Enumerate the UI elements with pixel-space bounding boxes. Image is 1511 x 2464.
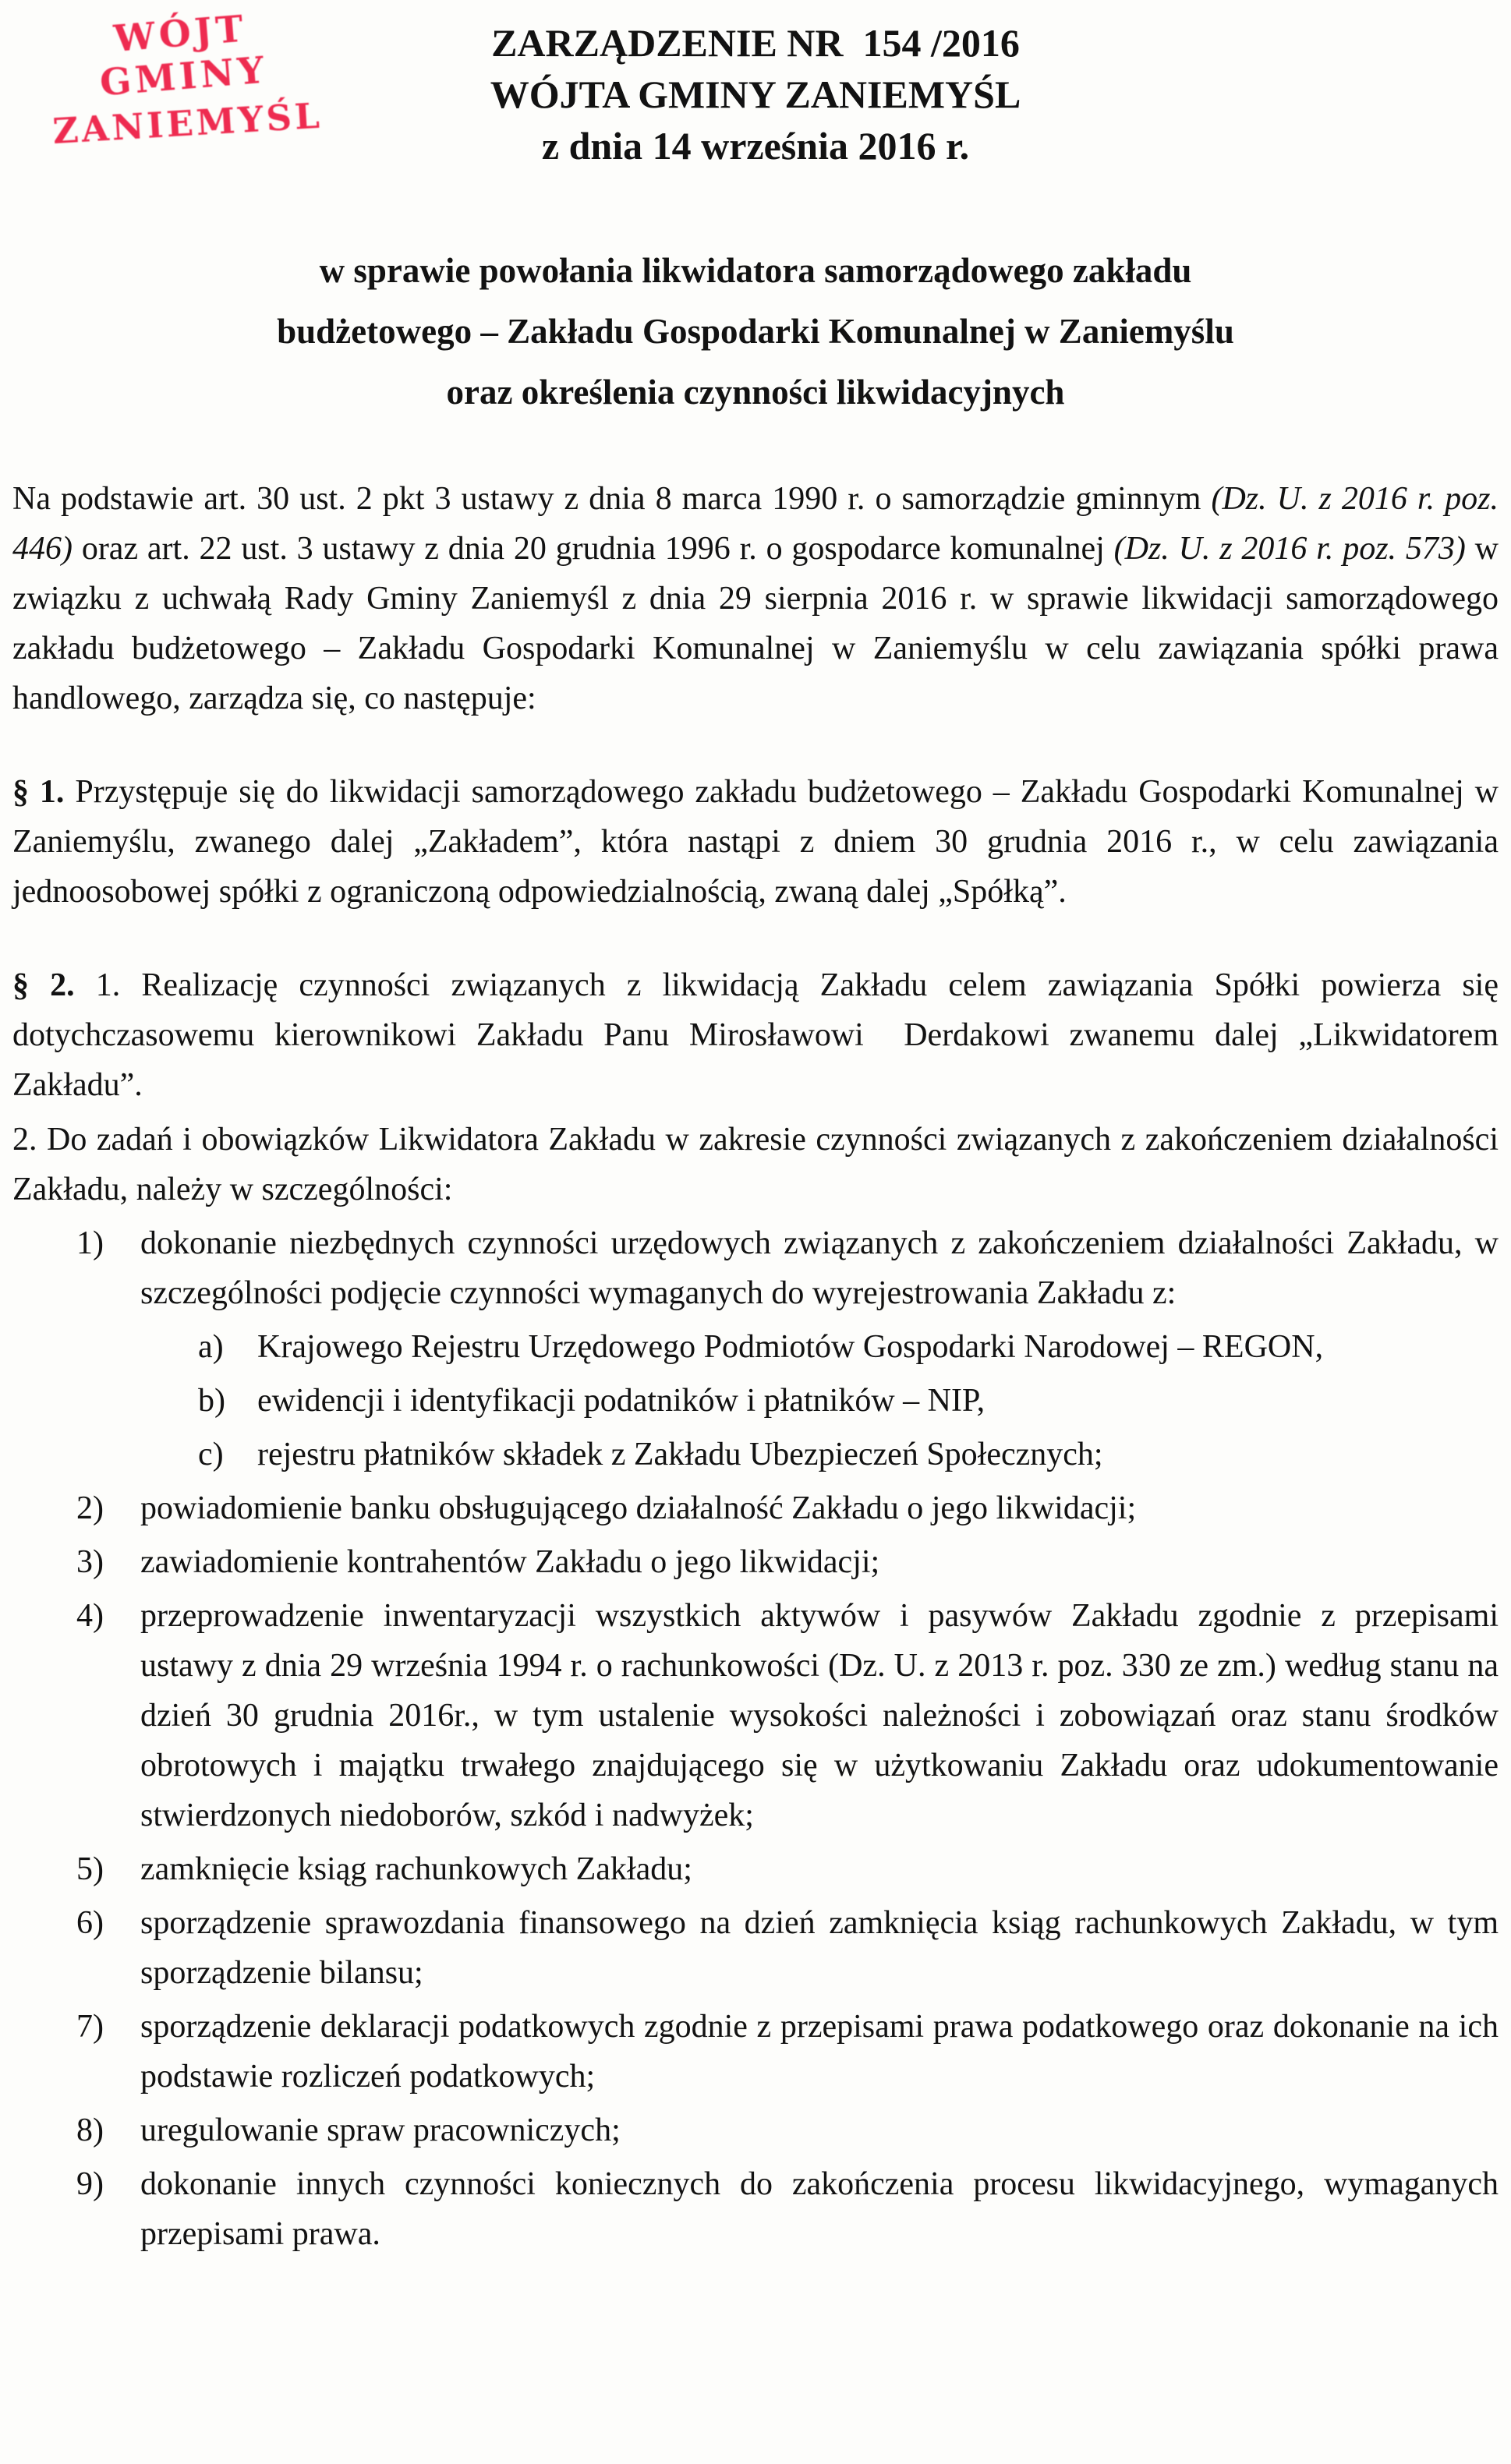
task-item-text: zawiadomienie kontrahentów Zakładu o jego likwidacji; (140, 1544, 880, 1580)
task-subitem (12, 1322, 1499, 1372)
task-item-text: zamknięcie ksiąg rachunkowych Zakładu; (140, 1851, 692, 1887)
section-1-text: Przystępuje się do likwidacji samorządowego zakładu budżetowego – Zakładu Gospodarki Komunalnej w Zaniemyślu, zwanego dalej „Zakładem”, która nastąpi z dniem 30 grudnia 2016 r., w celu zawiązania jednoosobowej spółki z ograniczoną odpowiedzialnością, zwaną dalej „Spółką”. (12, 774, 1499, 910)
legal-basis-text-2: oraz art. 22 ust. 3 ustawy z dnia 20 grudnia 1996 r. o gospodarce komunalnej (73, 531, 1114, 567)
task-item-number: 1) (76, 1225, 104, 1261)
task-item-text: sporządzenie deklaracji podatkowych zgodnie z przepisami prawa podatkowego oraz dokonanie na ich podstawie rozliczeń podatkowych; (140, 2009, 1499, 2095)
task-item-number: 8) (76, 2112, 104, 2148)
task-item (12, 1591, 1499, 1840)
subject-line-1: w sprawie powołania likwidatora samorządowego zakładu (319, 251, 1192, 290)
task-item (12, 1483, 1499, 1533)
task-item (12, 1898, 1499, 1998)
task-item-number: 9) (76, 2166, 104, 2202)
title-date: z dnia 14 września 2016 r. (541, 124, 970, 168)
task-item-number: 5) (76, 1851, 104, 1887)
task-item-text: uregulowanie spraw pracowniczych; (140, 2112, 621, 2148)
task-item-number: 2) (76, 1490, 104, 1526)
task-item (12, 1537, 1499, 1587)
section-2-paragraph-1 (12, 960, 1499, 1110)
legal-basis-text-3: w związku z uchwałą Rady Gminy Zaniemyśl z dnia 29 sierpnia 2016 r. w sprawie likwidacji samorządowego zakładu budżetowego – Zakładu Gospodarki Komunalnej w Zaniemyślu w celu zawiązania spółki prawa handlowego, zarządza się, co następuje: (12, 531, 1499, 716)
document-body (0, 474, 1511, 2259)
task-subitem-text: Krajowego Rejestru Urzędowego Podmiotów Gospodarki Narodowej – REGON, (257, 1329, 1324, 1365)
task-item-text: dokonanie innych czynności koniecznych do zakończenia procesu likwidacyjnego, wymaganych przepisami prawa. (140, 2166, 1499, 2252)
journal-reference-2: (Dz. U. z 2016 r. poz. 573) (1113, 531, 1466, 567)
task-subitem-text: rejestru płatników składek z Zakładu Ubezpieczeń Społecznych; (257, 1437, 1103, 1472)
task-item-text: dokonanie niezbędnych czynności urzędowych związanych z zakończeniem działalności Zakładu, w szczególności podjęcie czynności wymaganych do wyrejestrowania Zakładu z: (140, 1225, 1499, 1311)
section-2-marker: § 2. (12, 967, 75, 1003)
section-1-marker: § 1. (12, 774, 65, 810)
task-item-number: 7) (76, 2009, 104, 2045)
document-subject (0, 240, 1511, 422)
task-item (12, 2002, 1499, 2102)
task-subitem-letter: b) (198, 1383, 225, 1419)
task-subitem-letter: c) (198, 1437, 224, 1472)
journal-reference-1: (Dz. U. z 2016 r. poz. 446) (12, 481, 1499, 567)
section-2-paragraph-2-text: 2. Do zadań i obowiązków Likwidatora Zakładu w zakresie czynności związanych z zakończeniem działalności Zakładu, należy w szczególności: (12, 1122, 1499, 1207)
title-issuer: WÓJTA GMINY ZANIEMYŚL (490, 72, 1021, 116)
subject-line-3: oraz określenia czynności likwidacyjnych (446, 373, 1065, 412)
section-2-paragraph-1-text: 1. Realizację czynności związanych z likwidacją Zakładu celem zawiązania Spółki powierza się dotychczasowemu kierownikowi Zakładu Panu Mirosławowi Derdakowi zwanemu dalej „Likwidatorem Zakładu”. (12, 967, 1499, 1103)
task-item (12, 1844, 1499, 1894)
task-item-number: 3) (76, 1544, 104, 1580)
task-subitem (12, 1430, 1499, 1479)
task-subitem-letter: a) (198, 1329, 224, 1365)
title-ordinance-number: ZARZĄDZENIE NR 154 /2016 (491, 21, 1020, 65)
legal-basis-paragraph (12, 474, 1499, 723)
liquidator-tasks-list (12, 1218, 1499, 2259)
section-2-paragraph-2 (12, 1115, 1499, 1214)
legal-basis-text-1: Na podstawie art. 30 ust. 2 pkt 3 ustawy z dnia 8 marca 1990 r. o samorządzie gminnym (12, 481, 1212, 517)
task-item-text: sporządzenie sprawozdania finansowego na dzień zamknięcia ksiąg rachunkowych Zakładu, w tym sporządzenie bilansu; (140, 1905, 1499, 1991)
stamp-authority-label: WÓJT GMINY (98, 7, 270, 105)
official-stamp (31, 1, 337, 156)
task-item-text: powiadomienie banku obsługującego działalność Zakładu o jego likwidacji; (140, 1490, 1137, 1526)
task-item-text: przeprowadzenie inwentaryzacji wszystkich aktywów i pasywów Zakładu zgodnie z przepisami ustawy z dnia 29 września 1994 r. o rachunkowości (Dz. U. z 2013 r. poz. 330 ze zm.) według stanu na dzień 30 grudnia 2016r., w tym ustalenie wysokości należności i zobowiązań oraz stanu środków obrotowych i majątku trwałego znajdującego się w użytkowaniu Zakładu oraz udokumentowanie stwierdzonych niedoborów, szkód i nadwyżek; (140, 1598, 1499, 1833)
task-item (12, 2159, 1499, 2259)
task-item-number: 6) (76, 1905, 104, 1941)
task-item (12, 2105, 1499, 2155)
task-item-number: 4) (76, 1598, 104, 1634)
stamp-municipality-label: ZANIEMYŚL (51, 94, 324, 153)
task-subitem-text: ewidencji i identyfikacji podatników i płatników – NIP, (257, 1383, 986, 1419)
subject-line-2: budżetowego – Zakładu Gospodarki Komunalnej w Zaniemyślu (277, 312, 1234, 351)
section-1-paragraph (12, 767, 1499, 917)
task-subitem (12, 1376, 1499, 1426)
task-item (12, 1218, 1499, 1318)
